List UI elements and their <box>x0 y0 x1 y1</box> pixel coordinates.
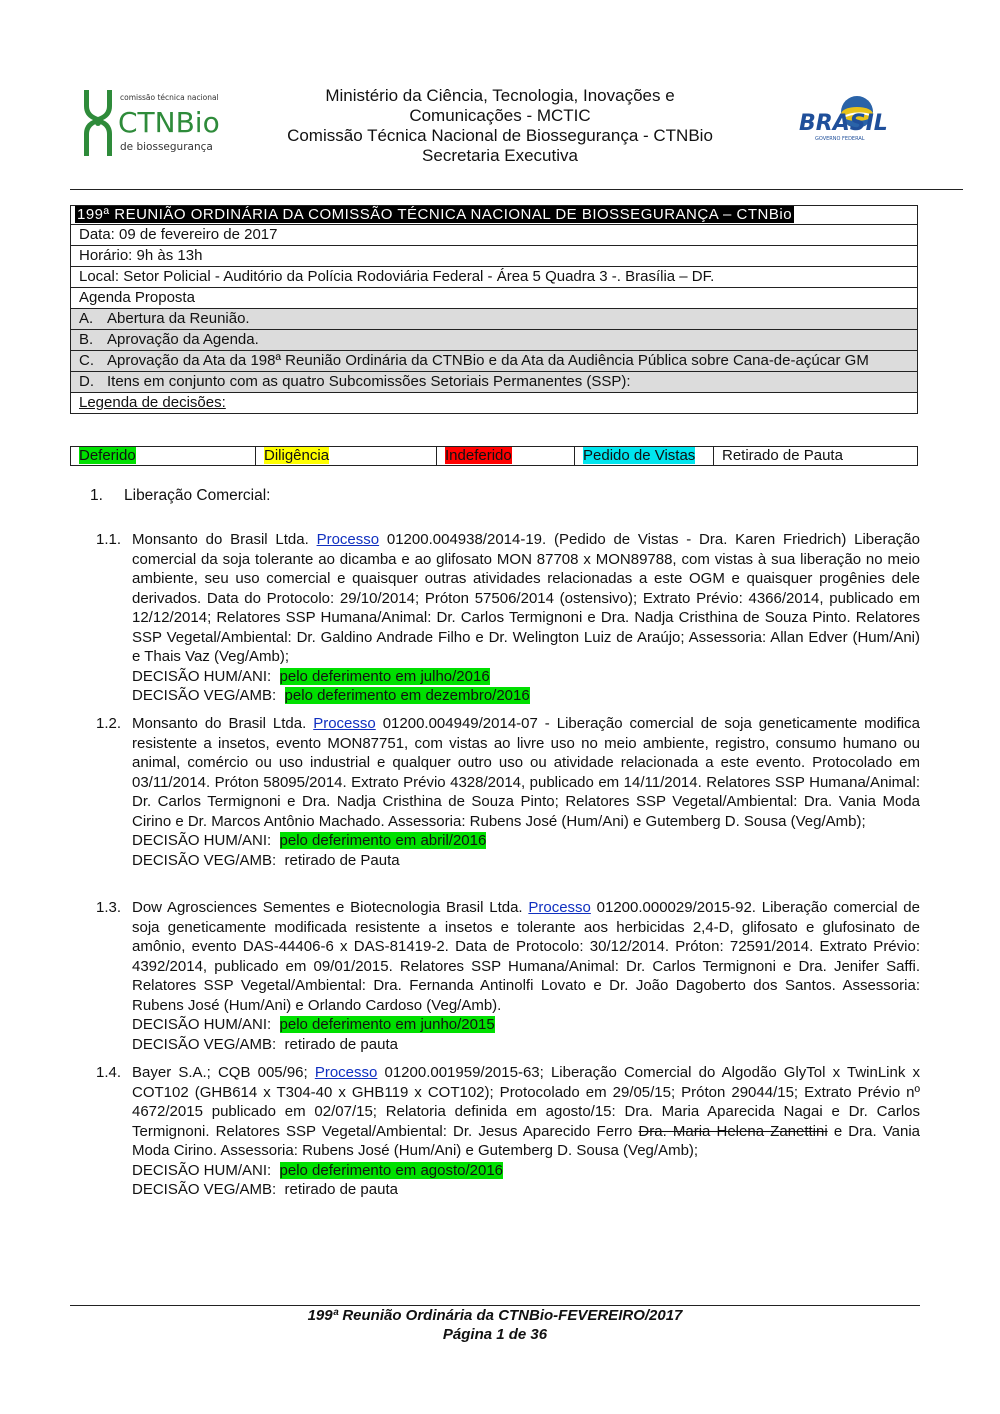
legend-vistas: Pedido de Vistas <box>583 447 696 464</box>
item-text-end: e Dra. Vania Moda Cirino. Assessoria: Rubens José (Hum/Ani) e Gutemberg D. Sousa (Veg/Amb); <box>132 1122 920 1159</box>
item-number: 1.1. <box>96 531 122 548</box>
decision-value: pelo deferimento em junho/2015 <box>279 1016 495 1033</box>
agenda-item <box>71 372 918 393</box>
ctnbio-logo <box>78 88 238 160</box>
header-line-1: Ministério da Ciência, Tecnologia, Inovações e <box>325 86 675 105</box>
brasil-brand: BRASIL <box>799 111 888 136</box>
struck-name: Dra. Maria Helena Zanettini <box>638 1122 828 1140</box>
header-line-2: Comunicações - MCTIC <box>409 106 591 125</box>
agenda-proposed-label: Agenda Proposta <box>71 288 918 309</box>
item-body <box>132 714 920 831</box>
section-title: Liberação Comercial: <box>124 487 271 504</box>
decision-hum-ani <box>132 1015 920 1035</box>
decision-hum-ani <box>132 831 920 851</box>
page-number: Página 1 de 36 <box>442 1326 548 1343</box>
processo-link[interactable]: Processo <box>316 531 380 548</box>
processo-link[interactable]: Processo <box>314 1064 378 1081</box>
meeting-date: Data: 09 de fevereiro de 2017 <box>71 225 918 246</box>
page-footer <box>70 1306 920 1344</box>
header-line-4: Secretaria Executiva <box>422 146 578 165</box>
legend-deferido: Deferido <box>79 447 136 464</box>
decision-label: DECISÃO HUM/ANI: <box>132 1016 272 1033</box>
processo-link[interactable]: Processo <box>528 899 591 916</box>
decision-value: pelo deferimento em dezembro/2016 <box>284 687 530 704</box>
item-number: 1.2. <box>96 715 122 732</box>
legend-retirado: Retirado de Pauta <box>714 447 918 466</box>
process-item <box>82 714 920 870</box>
decision-hum-ani <box>132 1161 920 1181</box>
decision-label: DECISÃO VEG/AMB: <box>132 1035 277 1053</box>
agenda-item-letter: C. <box>79 352 94 369</box>
item-number: 1.4. <box>96 1064 122 1081</box>
decision-value: retirado de Pauta <box>284 851 400 869</box>
item-applicant: Monsanto do Brasil Ltda. <box>132 531 317 548</box>
agenda-item-text: Abertura da Reunião. <box>107 310 250 327</box>
logo-small-bottom: de biossegurança <box>120 141 213 153</box>
process-item <box>82 898 920 1054</box>
agenda-item-text: Itens em conjunto com as quatro Subcomissões Setoriais Permanentes (SSP): <box>107 373 631 390</box>
decision-label: DECISÃO VEG/AMB: <box>132 1181 277 1198</box>
decision-veg-amb <box>132 686 920 706</box>
processo-link[interactable]: Processo <box>313 715 376 732</box>
agenda-item-letter: A. <box>79 310 94 327</box>
item-text: 01200.001959/2015-63; Liberação Comercial do Algodão GlyTol x TwinLink x COT102 (GHB614 x T304-40 x GHB119 x COT102); Protocolado em 29/05/15; Próton 29044/15; Extrato Prévio nº 4672/2015 publicado em 02/07/15; Relatoria definida em agosto/15: Dra. Maria Aparecida Nagai e Dr. Carlos Termignoni. Relatores SSP Vegetal/Ambiental: Dr. Jesus Aparecido Ferro <box>132 1064 920 1140</box>
legend-diligencia: Diligência <box>264 447 330 464</box>
item-body <box>132 530 920 667</box>
decision-label: DECISÃO HUM/ANI: <box>132 1161 272 1179</box>
legend-label: Legenda de decisões: <box>79 394 226 411</box>
item-text: 01200.004938/2014-19. (Pedido de Vistas - Dra. Karen Friedrich) Liberação comercial da soja tolerante ao dicamba e ao glifosato MON 87708 x MON89788, com vistas à sua liberação no meio ambiente, seu uso comercial e quaisquer outras atividades relacionadas a este OGM e quaisquer progênies dele derivados. Data do Protocolo: 29/10/2014; Próton 57506/2014 (ostensivo); Extrato Prévio: 4366/2014, publicado em 12/12/2014; Relatores SSP Humana/Animal: Dr. Carlos Termignoni e Dra. Nadja Cristhina de Souza Pinto. Relatores SSP Vegetal/Ambiental: Dr. Galdino Andrade Filho e Dr. Welington Luiz de Araújo; Assessoria: Allan Edver (Hum/Ani) e Thais Vaz (Veg/Amb); <box>132 531 920 665</box>
agenda-item-letter: B. <box>79 331 94 348</box>
agenda-item <box>71 309 918 330</box>
item-applicant: Bayer S.A.; CQB 005/96; <box>132 1064 315 1081</box>
meeting-time: Horário: 9h às 13h <box>71 246 918 267</box>
legend-indeferido: Indeferido <box>445 447 512 464</box>
logo-brand: CTNBio <box>118 106 220 139</box>
item-number: 1.3. <box>96 899 122 916</box>
decision-veg-amb <box>132 851 920 871</box>
header-line-3: Comissão Técnica Nacional de Biossegurança - CTNBio <box>287 126 713 145</box>
agenda-item <box>71 351 918 372</box>
decision-legend <box>70 446 918 466</box>
header-divider <box>70 189 963 190</box>
item-body <box>132 1063 920 1161</box>
logo-small-top: comissão técnica nacional <box>120 93 219 102</box>
section-number: 1. <box>90 487 103 504</box>
decision-value: retirado de pauta <box>284 1035 398 1053</box>
decision-value: pelo deferimento em agosto/2016 <box>279 1161 504 1179</box>
brasil-tagline: GOVERNO FEDERAL <box>815 136 865 142</box>
brasil-logo <box>795 92 913 142</box>
meeting-title: 199ª REUNIÃO ORDINÁRIA DA COMISSÃO TÉCNICA NACIONAL DE BIOSSEGURANÇA – CTNBio <box>77 206 793 223</box>
decision-veg-amb <box>132 1035 920 1055</box>
decision-value: pelo deferimento em abril/2016 <box>279 832 487 849</box>
agenda-table <box>70 205 918 414</box>
item-text: 01200.004949/2014-07 - Liberação comercial de soja geneticamente modifica resistente a insetos, evento MON87751, com vistas ao livre uso no meio ambiente, registro, consumo humano ou animal, comércio ou uso industrial e qualquer outro uso ou atividade relacionada a este evento. Protocolado em 03/11/2014. Próton 58095/2014. Extrato Prévio 4328/2014, publicado em 14/11/2014. Relatores SSP Humana/Animal: Dr. Carlos Termignoni e Dra. Nadja Cristhina de Souza Pinto; Relatores SSP Vegetal/Ambiental: Dra. Vania Moda Cirino e Dr. Marcos Antônio Machado. Assessoria: Rubens José (Hum/Ani) e Gutemberg D. Sousa (Veg/Amb); <box>132 715 920 830</box>
decision-label: DECISÃO HUM/ANI: <box>132 667 272 685</box>
item-text: 01200.000029/2015-92. Liberação comercial de soja geneticamente modificada resistente a insetos e tolerante aos herbicidas 2,4-D, glifosato e glufosinato de amônio, evento DAS-44406-6 x DAS-81419-2. Data de Protocolo: 30/12/2014. Próton: 72591/2014. Extrato Prévio: 4392/2014, publicado em 09/01/2015. Relatores SSP Humana/Animal: Dr. Carlos Termignoni e Dra. Jenifer Saffi. Relatores SSP Vegetal/Ambiental: Dra. Fernanda Antinolfi Lovato e Dr. João Dagoberto dos Santos. Assessoria: Rubens José (Hum/Ani) e Orlando Cardoso (Veg/Amb). <box>132 899 920 1014</box>
agenda-item-text: Aprovação da Ata da 198ª Reunião Ordinária da CTNBio e da Ata da Audiência Pública sobre Cana-de-açúcar GM <box>107 352 869 369</box>
agenda-item-letter: D. <box>79 373 94 390</box>
decision-hum-ani <box>132 667 920 687</box>
item-applicant: Monsanto do Brasil Ltda. <box>132 715 314 732</box>
decision-label: DECISÃO HUM/ANI: <box>132 832 272 849</box>
agenda-item <box>71 330 918 351</box>
process-item <box>82 1063 920 1200</box>
item-body <box>132 898 920 1015</box>
decision-label: DECISÃO VEG/AMB: <box>132 687 277 704</box>
decision-label: DECISÃO VEG/AMB: <box>132 851 277 869</box>
footer-title: 199ª Reunião Ordinária da CTNBio-FEVEREIRO/2017 <box>307 1307 683 1324</box>
decision-value: pelo deferimento em julho/2016 <box>279 667 490 685</box>
section-heading <box>90 487 270 505</box>
decision-value: retirado de pauta <box>284 1181 398 1198</box>
decision-veg-amb <box>132 1180 920 1200</box>
item-applicant: Dow Agrosciences Sementes e Biotecnologia Brasil Ltda. <box>132 899 529 916</box>
meeting-place: Local: Setor Policial - Auditório da Polícia Rodoviária Federal - Área 5 Quadra 3 -. Brasília – DF. <box>71 267 918 288</box>
header-title <box>250 86 750 166</box>
process-item <box>82 530 920 706</box>
agenda-item-text: Aprovação da Agenda. <box>107 331 259 348</box>
